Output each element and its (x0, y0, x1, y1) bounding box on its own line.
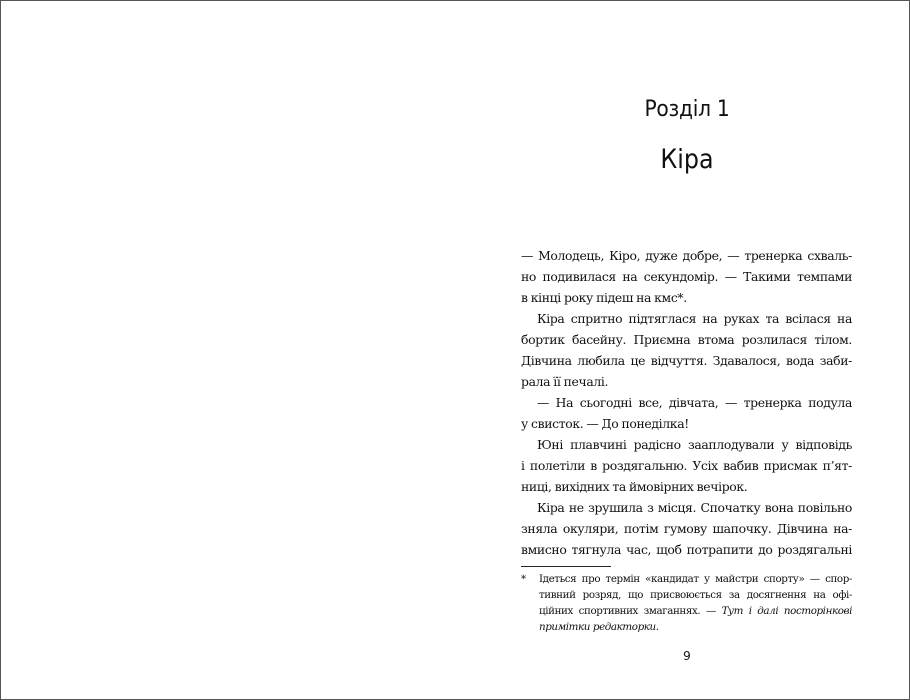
footnote-divider (521, 566, 611, 567)
footnote-line: тивний розряд, що присвоюється за досягнення на офі- (539, 589, 852, 601)
text-line: но подивилася на секундомір. — Такими темпами (521, 269, 852, 284)
text-line: Дівчина любила це відчуття. Здавалося, вода заби- (521, 353, 852, 368)
chapter-number: Розділ 1 (644, 97, 730, 122)
text-line: у свисток. — До понеділка! (521, 416, 689, 431)
text-line: вмисно тягнула час, щоб потрапити до роздягальні (521, 542, 852, 557)
chapter-title: Кіра (660, 144, 714, 175)
footnote-line (521, 603, 852, 619)
text-line: в кінці року підеш на кмс*. (521, 290, 687, 305)
body-text (521, 245, 852, 560)
text-line: Кіра не зрушила з місця. Спочатку вона повільно (537, 500, 852, 515)
page-number: 9 (683, 649, 691, 663)
text-line: зняла окуляри, потім гумову шапочку. Дівчина на- (521, 521, 852, 536)
text-line: — Молодець, Кіро, дуже добре, — тренерка схваль- (521, 248, 852, 263)
text-line: і полетіли в роздягальню. Усіх вабив присмак п’ят- (521, 458, 852, 473)
text-line: ниці, вихідних та ймовірних вечірок. (521, 479, 748, 494)
footnote-line: Ідеться про термін «кандидат у майстри спорту» — спор- (539, 573, 852, 585)
footnote (521, 571, 852, 635)
text-line: — На сьогодні все, дівчата, — тренерка подула (537, 395, 852, 410)
text-line: рала її печалі. (521, 374, 609, 389)
footnote-text: ційних спортивних змаганнях. — (539, 605, 722, 617)
text-line: Кіра спритно підтяглася на руках та всілася на (537, 311, 852, 326)
right-page (455, 1, 909, 699)
footnote-line: примітки редакторки. (539, 621, 659, 633)
text-line: бортик басейну. Приємна втома розлилася тілом. (521, 332, 852, 347)
left-page-blank (1, 1, 455, 699)
footnote-italic-text: Тут і далі посторінкові (721, 605, 852, 617)
footnote-marker: * (521, 573, 526, 585)
text-line: Юні плавчині радісно зааплодували у відповідь (537, 437, 852, 452)
